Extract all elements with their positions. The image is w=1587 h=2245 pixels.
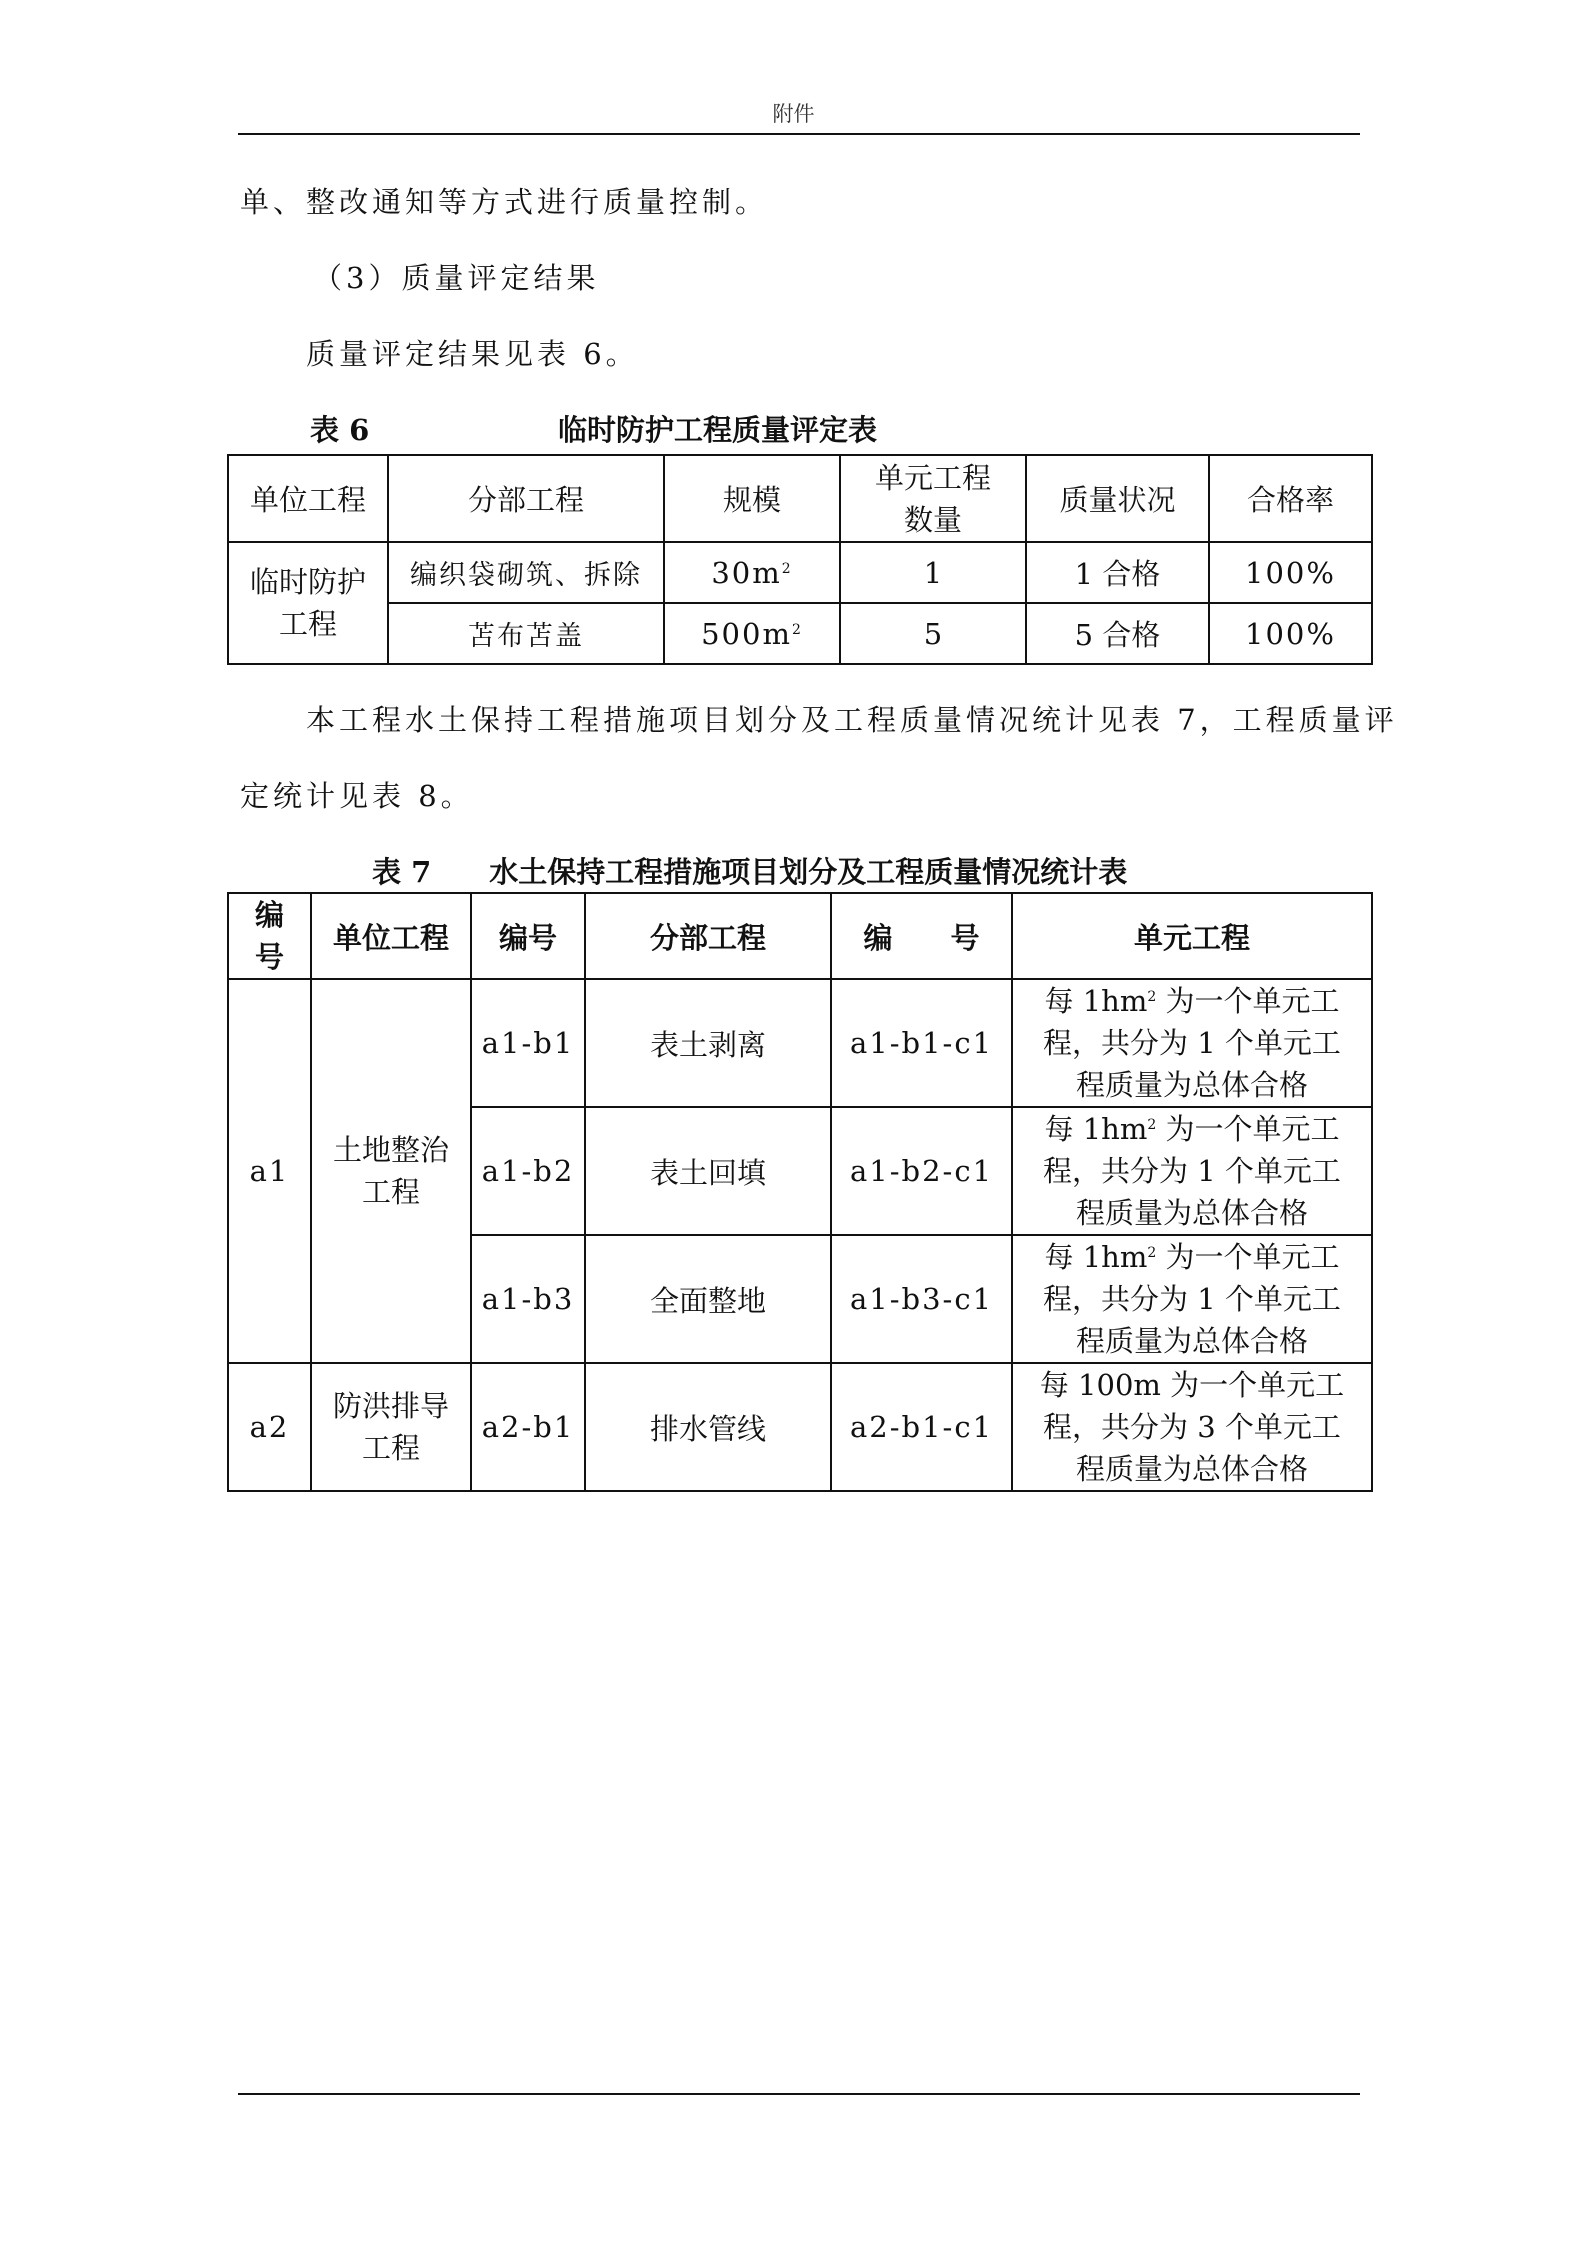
table-row <box>228 979 1372 1107</box>
table6-unit-line1: 临时防护 <box>249 565 366 599</box>
table6-header-count-line1: 单元工程 <box>874 460 991 495</box>
table7-elem-line2: 程，共分为 1 个单元工 <box>1043 1026 1341 1060</box>
table7-elem-line1a: 每 1hm <box>1044 1240 1148 1274</box>
table7-cell-code2: a2-b1-c1 <box>831 1363 1012 1491</box>
table7-group-unit-line2: 工程 <box>361 1431 420 1465</box>
table7-elem-sup: 2 <box>1147 1117 1157 1133</box>
paragraph-4-line1: 本工程水土保持工程措施项目划分及工程质量情况统计见表 7，工程质量评 <box>306 703 1398 737</box>
table7-group-no: a2 <box>228 1363 311 1491</box>
table6-scale-sup: 2 <box>791 621 803 638</box>
table6-scale-sup: 2 <box>781 560 793 577</box>
table7-group-unit <box>311 1363 471 1491</box>
table6-header-row <box>228 455 1372 542</box>
table6-header-count-line2: 数量 <box>903 502 962 537</box>
paragraph-1: 单、整改通知等方式进行质量控制。 <box>240 185 769 219</box>
table7-cell-code: a1-b2 <box>471 1107 585 1235</box>
table6-header-scale: 规模 <box>664 455 840 542</box>
table6-cell-count: 5 <box>840 603 1026 664</box>
table7-cell-sub: 排水管线 <box>585 1363 831 1491</box>
table6-cell-rate: 100% <box>1209 603 1372 664</box>
table7 <box>227 892 1373 1492</box>
table7-cell-code2: a1-b3-c1 <box>831 1235 1012 1363</box>
table7-group-unit-line1: 土地整治 <box>332 1133 449 1167</box>
table7-cell-code2: a1-b2-c1 <box>831 1107 1012 1235</box>
table6-unit-cell <box>228 542 388 664</box>
table7-elem-sup: 2 <box>1147 989 1157 1005</box>
table7-header-sub: 分部工程 <box>585 893 831 979</box>
table7-elem-line1a: 每 1hm <box>1044 1112 1148 1146</box>
table-row <box>228 603 1372 664</box>
table7-elem-line1a: 每 1hm <box>1044 984 1148 1018</box>
table6-cell-quality: 1 合格 <box>1026 542 1209 603</box>
table7-group-no: a1 <box>228 979 311 1363</box>
table6-header-sub: 分部工程 <box>388 455 664 542</box>
paragraph-4-line2: 定统计见表 8。 <box>240 779 474 813</box>
paragraph-3: 质量评定结果见表 6。 <box>306 337 639 371</box>
table7-elem-line3: 程质量为总体合格 <box>1075 1452 1308 1486</box>
table7-elem-line2: 程，共分为 1 个单元工 <box>1043 1154 1341 1188</box>
table6-cell-sub: 苫布苫盖 <box>388 603 664 664</box>
table7-elem-line1 <box>1013 1236 1371 1278</box>
table7-elem-line1 <box>1013 1108 1371 1150</box>
table7-header-code2: 编 号 <box>831 893 1012 979</box>
table7-elem-line1b: 为一个单元工 <box>1156 984 1340 1018</box>
page-header-label: 附件 <box>772 102 815 126</box>
table6-header-unit: 单位工程 <box>228 455 388 542</box>
table7-header-no-line1: 编 <box>254 898 284 932</box>
table7-cell-sub: 全面整地 <box>585 1235 831 1363</box>
table7-cell-code: a2-b1 <box>471 1363 585 1491</box>
table6-scale-value: 30m <box>711 555 782 590</box>
table6-cell-sub: 编织袋砌筑、拆除 <box>388 542 664 603</box>
table7-header-row <box>228 893 1372 979</box>
table6-cell-scale <box>664 603 840 664</box>
table6-header-quality: 质量状况 <box>1026 455 1209 542</box>
table7-header-unit: 单位工程 <box>311 893 471 979</box>
table6-caption-title: 临时防护工程质量评定表 <box>558 413 878 447</box>
table7-cell-elem <box>1012 1235 1372 1363</box>
table6-caption-number: 表 6 <box>310 413 370 447</box>
table7-group-unit-line1: 防洪排导 <box>332 1389 449 1423</box>
table7-cell-code: a1-b1 <box>471 979 585 1107</box>
table6-cell-rate: 100% <box>1209 542 1372 603</box>
table-row <box>228 542 1372 603</box>
table6-cell-scale <box>664 542 840 603</box>
table7-header-no-line2: 号 <box>254 940 284 974</box>
table7-cell-elem <box>1012 1363 1372 1491</box>
table7-header-no <box>228 893 311 979</box>
table7-elem-line1b: 为一个单元工 <box>1156 1240 1340 1274</box>
table7-group-unit-line2: 工程 <box>361 1175 420 1209</box>
table7-elem-line3: 程质量为总体合格 <box>1075 1068 1308 1102</box>
table7-cell-sub: 表土剥离 <box>585 979 831 1107</box>
table7-cell-code2: a1-b1-c1 <box>831 979 1012 1107</box>
table6-header-count <box>840 455 1026 542</box>
paragraph-2: （3）质量评定结果 <box>313 261 600 295</box>
table7-elem-line3: 程质量为总体合格 <box>1075 1324 1308 1358</box>
table7-header-code: 编号 <box>471 893 585 979</box>
table7-group-unit <box>311 979 471 1363</box>
table6 <box>227 454 1373 665</box>
table7-elem-sup: 2 <box>1147 1245 1157 1261</box>
table7-elem-line2: 程，共分为 3 个单元工 <box>1043 1410 1341 1444</box>
table7-elem-line2: 程，共分为 1 个单元工 <box>1043 1282 1341 1316</box>
footer-rule <box>238 2093 1360 2095</box>
table7-elem-line1b: 为一个单元工 <box>1156 1112 1340 1146</box>
table7-cell-sub: 表土回填 <box>585 1107 831 1235</box>
table6-header-rate: 合格率 <box>1209 455 1372 542</box>
table-row <box>228 1363 1372 1491</box>
table7-header-elem: 单元工程 <box>1012 893 1372 979</box>
table7-elem-line1a: 每 100m 为一个单元工 <box>1039 1368 1345 1402</box>
table6-unit-line2: 工程 <box>278 607 337 641</box>
table7-elem-line1 <box>1013 1364 1371 1406</box>
table7-elem-line3: 程质量为总体合格 <box>1075 1196 1308 1230</box>
header-rule <box>238 133 1360 135</box>
table7-caption: 表 7 水土保持工程措施项目划分及工程质量情况统计表 <box>372 855 1128 889</box>
table6-cell-count: 1 <box>840 542 1026 603</box>
table7-cell-code: a1-b3 <box>471 1235 585 1363</box>
table6-cell-quality: 5 合格 <box>1026 603 1209 664</box>
table7-cell-elem <box>1012 979 1372 1107</box>
table7-cell-elem <box>1012 1107 1372 1235</box>
table7-elem-line1 <box>1013 980 1371 1022</box>
table6-scale-value: 500m <box>701 616 792 651</box>
